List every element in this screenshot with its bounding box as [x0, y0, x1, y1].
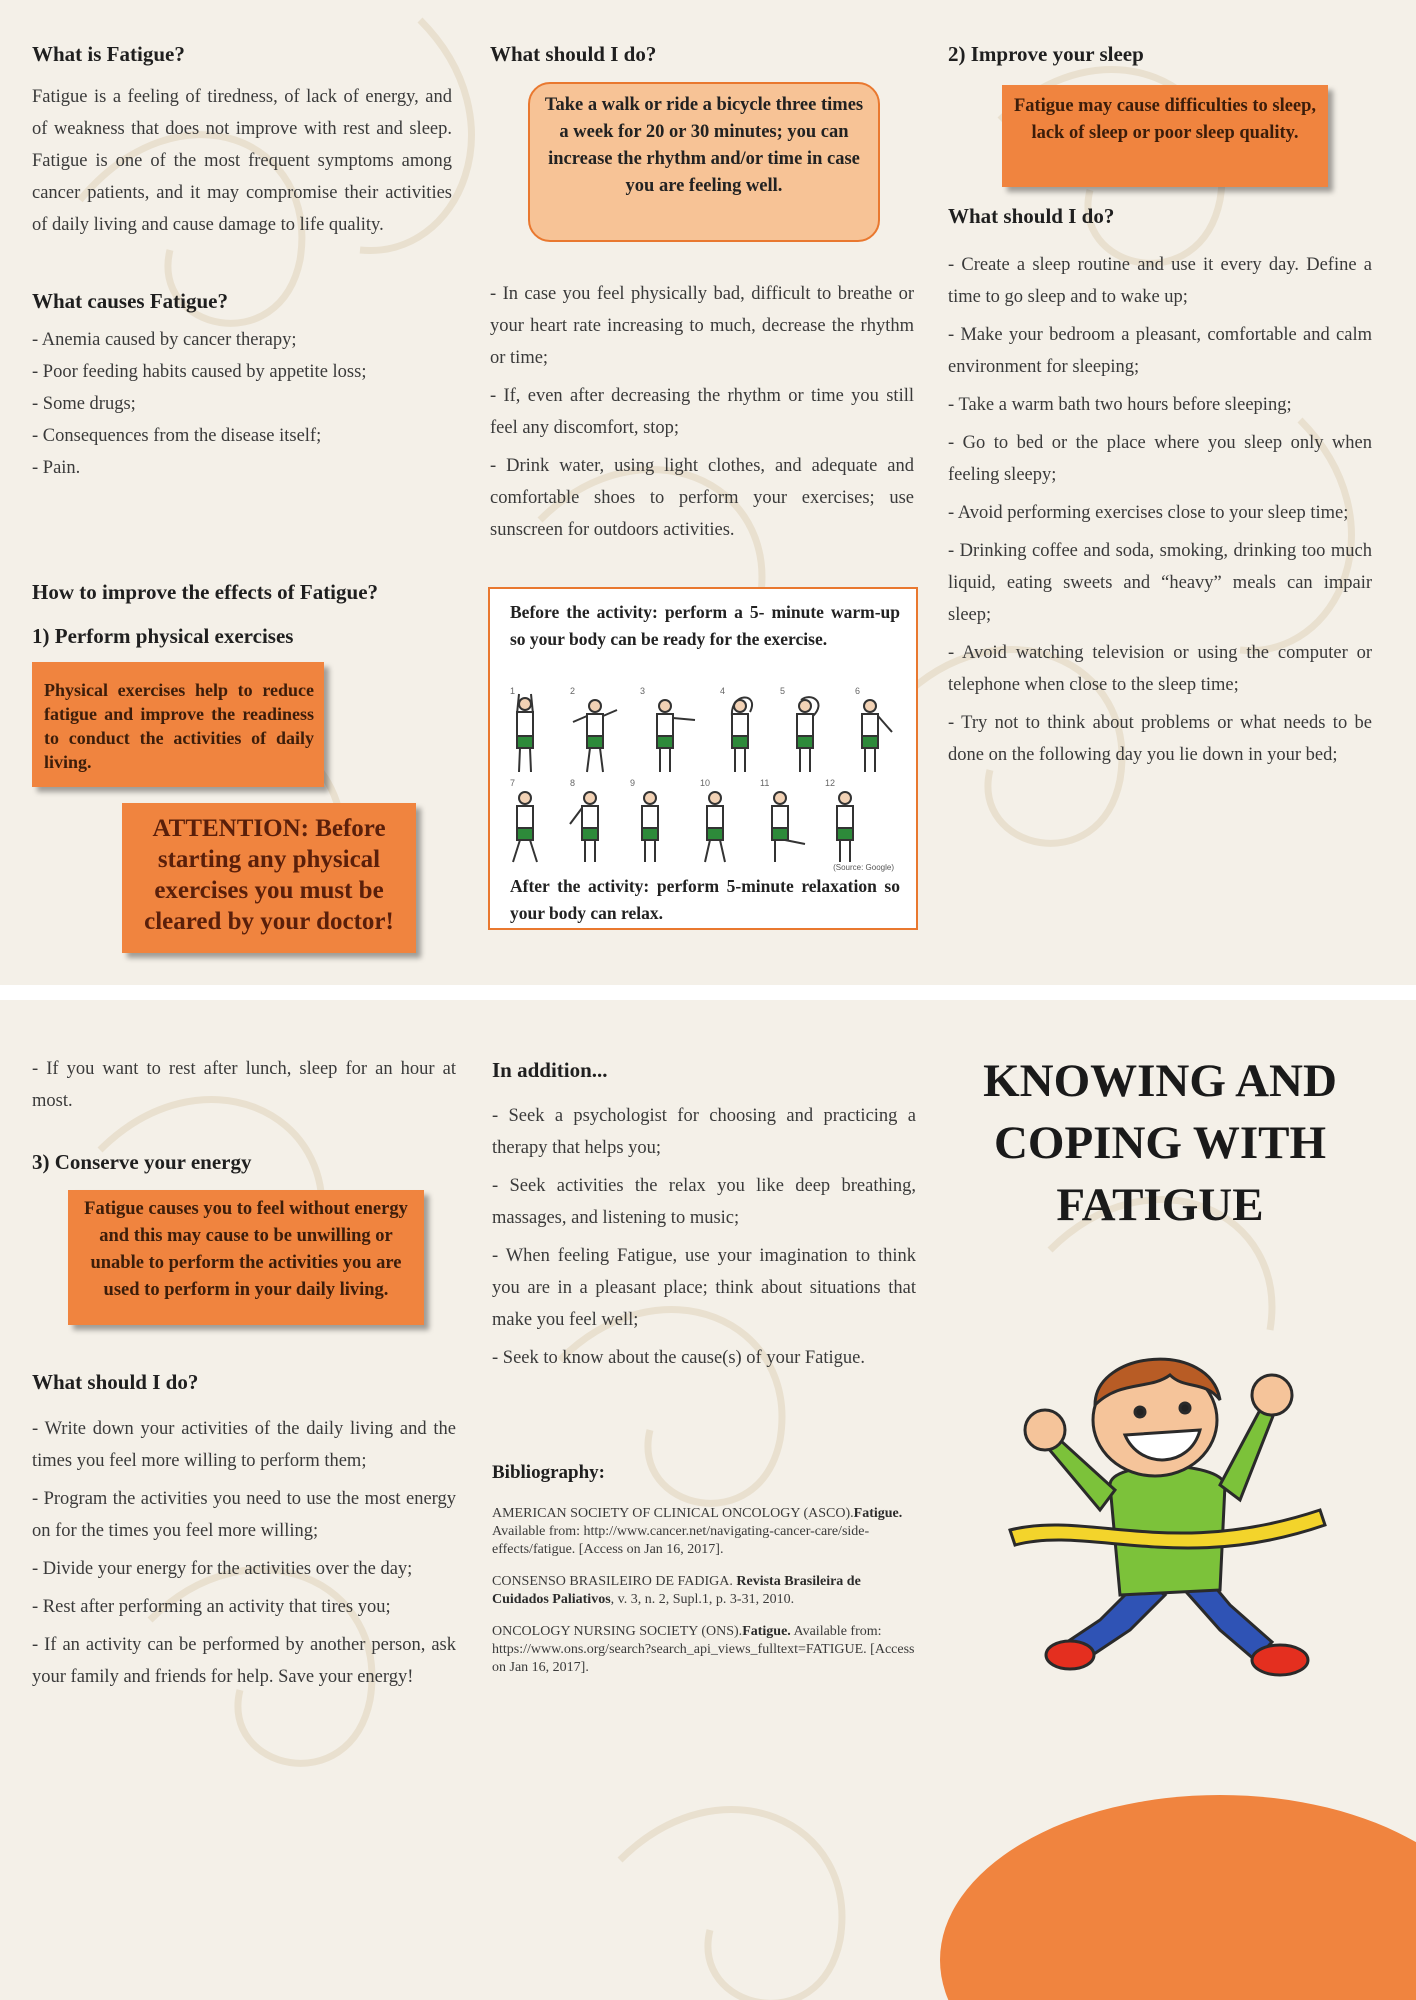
- list-item: - Try not to think about problems or what needs to be done on the following day you lie down in your bed;: [948, 713, 1372, 765]
- figure-number: 6: [855, 686, 861, 696]
- list-item: - Divide your energy for the activities over the day;: [32, 1559, 413, 1579]
- brochure-outside-panel: [0, 0, 1416, 985]
- energy-tips-list: [32, 1413, 456, 1693]
- improve-sleep-heading: 2) Improve your sleep: [948, 42, 1144, 66]
- sleep-info-box: Fatigue may cause difficulties to sleep, lack of sleep or poor sleep quality.: [1002, 85, 1328, 187]
- bibliography-heading: Bibliography:: [492, 1462, 605, 1483]
- what-should-i-do-heading: What should I do?: [948, 204, 1115, 228]
- list-item: - Avoid performing exercises close to your sleep time;: [948, 503, 1349, 523]
- list-item: - When feeling Fatigue, use your imagination to think you are in a pleasant place; think about situations that make you feel well;: [492, 1246, 916, 1330]
- bibliography-entry: AMERICAN SOCIETY OF CLINICAL ONCOLOGY (ASCO).Fatigue. Available from: http://www.cancer.net/navigating-cancer-care/side-effects/fatigue. [Access on Jan 16, 2017].: [492, 1506, 903, 1557]
- figure-number: 8: [570, 778, 576, 788]
- figure-number: 1: [510, 686, 516, 696]
- exercise-figures-illustration: [500, 684, 906, 864]
- list-item: - Drink water, using light clothes, and adequate and comfortable shoes to perform your exercises; use sunscreen for outdoors activities.: [490, 456, 914, 540]
- list-item: - Anemia caused by cancer therapy;: [32, 330, 297, 350]
- brochure-inside-panel: [0, 1000, 1416, 2000]
- list-item: - Program the activities you need to use the most energy on for the times you feel more willing;: [32, 1489, 456, 1541]
- exercise-info-box: Physical exercises help to reduce fatigue and improve the readiness to conduct the activities of daily living.: [32, 662, 324, 787]
- list-item: - In case you feel physically bad, difficult to breathe or your heart rate increasing to much, decrease the rhythm or time;: [490, 284, 914, 368]
- list-item: - Drinking coffee and soda, smoking, drinking too much liquid, eating sweets and “heavy” meals can impair sleep;: [948, 541, 1372, 625]
- list-item: - If, even after decreasing the rhythm or time you still feel any discomfort, stop;: [490, 386, 914, 438]
- list-item: - Create a sleep routine and use it every day. Define a time to go sleep and to wake up;: [948, 255, 1372, 307]
- list-item: - Rest after performing an activity that tires you;: [32, 1597, 391, 1617]
- figure-number: 3: [640, 686, 646, 696]
- figure-number: 9: [630, 778, 636, 788]
- list-item: - Poor feeding habits caused by appetite loss;: [32, 362, 367, 382]
- bibliography-entry: CONSENSO BRASILEIRO DE FADIGA. Revista Brasileira de Cuidados Paliativos, v. 3, n. 2, Supl.1, p. 3-31, 2010.: [492, 1574, 861, 1607]
- figure-source: (Source: Google): [833, 863, 894, 872]
- figure-number: 4: [720, 686, 726, 696]
- figure-number: 11: [760, 778, 770, 788]
- figure-after-text: After the activity: perform 5-minute relaxation so your body can relax.: [510, 876, 900, 923]
- additional-tips-list: [492, 1100, 916, 1374]
- what-causes-heading: What causes Fatigue?: [32, 289, 228, 313]
- list-item: - Take a warm bath two hours before sleeping;: [948, 395, 1292, 415]
- bibliography-list: [492, 1505, 916, 1691]
- what-should-i-do-heading: What should I do?: [32, 1370, 199, 1394]
- figure-number: 12: [825, 778, 836, 788]
- figure-number: 10: [700, 778, 711, 788]
- title-line: FATIGUE: [1056, 1179, 1264, 1231]
- title-line: KNOWING AND: [983, 1055, 1337, 1107]
- list-item: - If an activity can be performed by another person, ask your family and friends for help. Save your energy!: [32, 1635, 456, 1687]
- sleep-tips-list: [948, 249, 1372, 771]
- list-item: - Write down your activities of the daily living and the times you feel more willing to perform them;: [32, 1419, 456, 1471]
- list-item: - Seek to know about the cause(s) of your Fatigue.: [492, 1348, 865, 1368]
- conserve-energy-heading: 3) Conserve your energy: [32, 1150, 252, 1174]
- list-item: - Avoid watching television or using the computer or telephone when close to the sleep time;: [948, 643, 1372, 695]
- list-item: - Seek activities the relax you like deep breathing, massages, and listening to music;: [492, 1176, 916, 1228]
- what-should-i-do-heading: What should I do?: [490, 42, 657, 66]
- in-addition-heading: In addition...: [492, 1058, 608, 1082]
- title-line: COPING WITH: [993, 1117, 1327, 1169]
- causes-list: [32, 324, 452, 484]
- figure-before-text: Before the activity: perform a 5- minute warm-up so your body can be ready for the exercise.: [510, 602, 900, 649]
- attention-box: ATTENTION: Before starting any physical exercises you must be cleared by your doctor!: [122, 803, 416, 953]
- list-item: - Consequences from the disease itself;: [32, 426, 322, 446]
- list-item: - Seek a psychologist for choosing and practicing a therapy that helps you;: [492, 1106, 916, 1158]
- list-item: - Go to bed or the place where you sleep only when feeling sleepy;: [948, 433, 1372, 485]
- figure-number: 5: [780, 686, 786, 696]
- figure-number: 2: [570, 686, 576, 696]
- how-to-improve-heading: How to improve the effects of Fatigue?: [32, 580, 379, 604]
- what-is-fatigue-heading: What is Fatigue?: [32, 42, 185, 66]
- happy-boy-illustration: [990, 1320, 1340, 1720]
- rest-after-lunch-text: - If you want to rest after lunch, sleep for an hour at most.: [32, 1059, 456, 1111]
- brochure-title: [948, 1050, 1372, 1236]
- warmup-figure: [488, 587, 918, 930]
- list-item: - Some drugs;: [32, 394, 136, 414]
- list-item: - Pain.: [32, 458, 81, 478]
- bibliography-entry: ONCOLOGY NURSING SOCIETY (ONS).Fatigue. Available from: https://www.ons.org/search?search_api_views_fulltext=FATIGUE. [Access on Jan 16, 2017].: [492, 1624, 915, 1675]
- physical-exercises-heading: 1) Perform physical exercises: [32, 624, 294, 648]
- walk-bicycle-callout: Take a walk or ride a bicycle three times a week for 20 or 30 minutes; you can increase the rhythm and/or time in case you are feeling well.: [528, 82, 880, 242]
- energy-info-box: Fatigue causes you to feel without energy and this may cause to be unwilling or unable to perform the activities you are used to perform in your daily living.: [68, 1190, 424, 1325]
- list-item: - Make your bedroom a pleasant, comfortable and calm environment for sleeping;: [948, 325, 1372, 377]
- what-is-fatigue-text: Fatigue is a feeling of tiredness, of lack of energy, and of weakness that does not improve with rest and sleep. Fatigue is one of the most frequent symptoms among cancer patients, and it may compromise their activities of daily living and cause damage to life quality.: [32, 87, 452, 235]
- figure-number: 7: [510, 778, 516, 788]
